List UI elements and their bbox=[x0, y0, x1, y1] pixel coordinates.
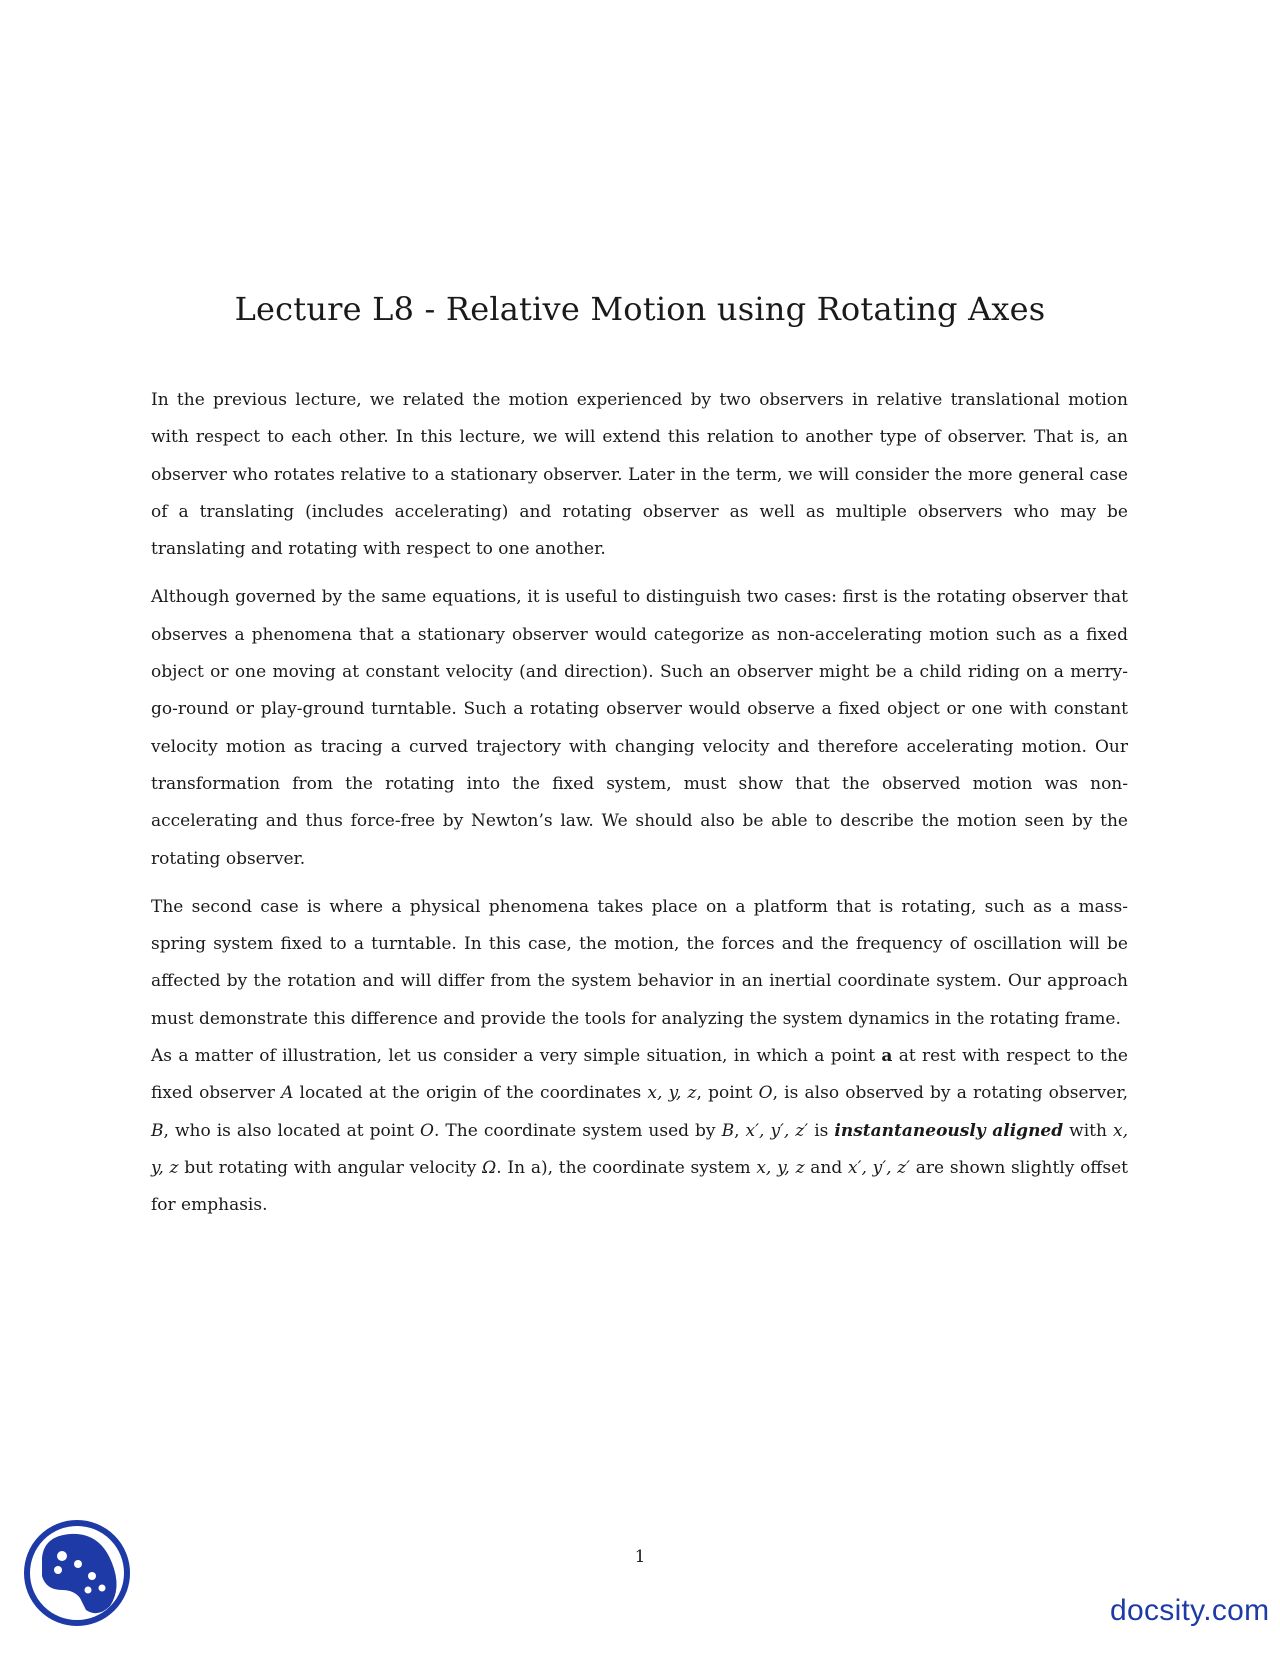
paragraph-4 bbox=[151, 1038, 1128, 1224]
math-symbol: A bbox=[281, 1083, 294, 1104]
math-symbol: B bbox=[151, 1120, 164, 1141]
math-symbol: O bbox=[420, 1120, 434, 1141]
math-symbol: x, y, z bbox=[647, 1083, 697, 1104]
docsity-logo-graphic bbox=[22, 1518, 132, 1628]
paragraph-3: The second case is where a physical phenomena takes place on a platform that is rotating, such as a mass-spring system fixed to a turntable. In this case, the motion, the forces and the frequency of oscillation will be affected by the rotation and will differ from the system behavior in an inertial coordinate system. Our approach must demonstrate this difference and provide the tools for analyzing the system dynamics in the rotating frame. bbox=[151, 896, 1128, 1029]
math-symbol: x, y, z bbox=[756, 1157, 805, 1178]
p4-text: , who is also located at point bbox=[163, 1120, 421, 1141]
docsity-logo-icon[interactable] bbox=[22, 1518, 132, 1628]
emphasis-text: instantaneously aligned bbox=[834, 1120, 1064, 1141]
p4-text: , is also observed by a rotating observer, bbox=[772, 1083, 1129, 1104]
p4-text: . The coordinate system used by bbox=[433, 1120, 722, 1141]
document-body bbox=[151, 382, 1128, 1225]
p4-text: and bbox=[804, 1157, 848, 1178]
math-symbol: x, y, z bbox=[151, 1120, 1128, 1178]
p4-text: As a matter of illustration, let us consider a very simple situation, in which a point bbox=[151, 1046, 882, 1067]
docsity-brand-link[interactable]: docsity.com bbox=[1110, 1594, 1270, 1627]
paragraph-1: In the previous lecture, we related the motion experienced by two observers in relative translational motion with respect to each other. In this lecture, we will extend this relation to another type of observer. That is, an observer who rotates relative to a stationary observer. Later in the term, we will consider the more general case of a translating (includes accelerating) and rotating observer as well as multiple observers who may be translating and rotating with respect to one another. bbox=[151, 390, 1128, 560]
math-symbol: x′, y′, z′ bbox=[745, 1120, 809, 1141]
page-number: 1 bbox=[634, 1547, 646, 1567]
math-symbol: O bbox=[758, 1083, 773, 1104]
p4-text: with bbox=[1063, 1120, 1113, 1141]
p4-text: are shown slightly offset for emphasis. bbox=[151, 1157, 1129, 1216]
p4-text: located at the origin of the coordinates bbox=[293, 1083, 648, 1104]
math-symbol: x′, y′, z′ bbox=[848, 1157, 911, 1178]
p4-text: at rest with respect to the fixed observer bbox=[151, 1046, 1128, 1104]
math-symbol: B bbox=[721, 1120, 735, 1141]
p4-text: , point bbox=[696, 1083, 759, 1104]
paragraph-2: Although governed by the same equations, it is useful to distinguish two cases: first is the rotating observer that observes a phenomena that a stationary observer would categorize as non-accelerating motion such as a fixed object or one moving at constant velocity (and direction). Such an observer might be a child riding on a merry-go-round or play-ground turntable. Such a rotating observer would observe a fixed object or one with constant velocity motion as tracing a curved trajectory with changing velocity and therefore accelerating motion. Our transformation from the rotating into the fixed system, must show that the observed motion was non-accelerating and thus force-free by Newton’s law. We should also be able to describe the motion seen by the rotating observer. bbox=[151, 587, 1128, 869]
page-title: Lecture L8 - Relative Motion using Rotating Axes bbox=[234, 290, 1046, 328]
p4-text: , bbox=[734, 1120, 746, 1141]
p4-text: . In a), the coordinate system bbox=[496, 1157, 757, 1178]
p4-text: is bbox=[808, 1120, 835, 1141]
math-symbol: Ω bbox=[482, 1157, 497, 1178]
point-a-symbol: a bbox=[881, 1046, 893, 1067]
p4-text: but rotating with angular velocity bbox=[178, 1157, 483, 1178]
